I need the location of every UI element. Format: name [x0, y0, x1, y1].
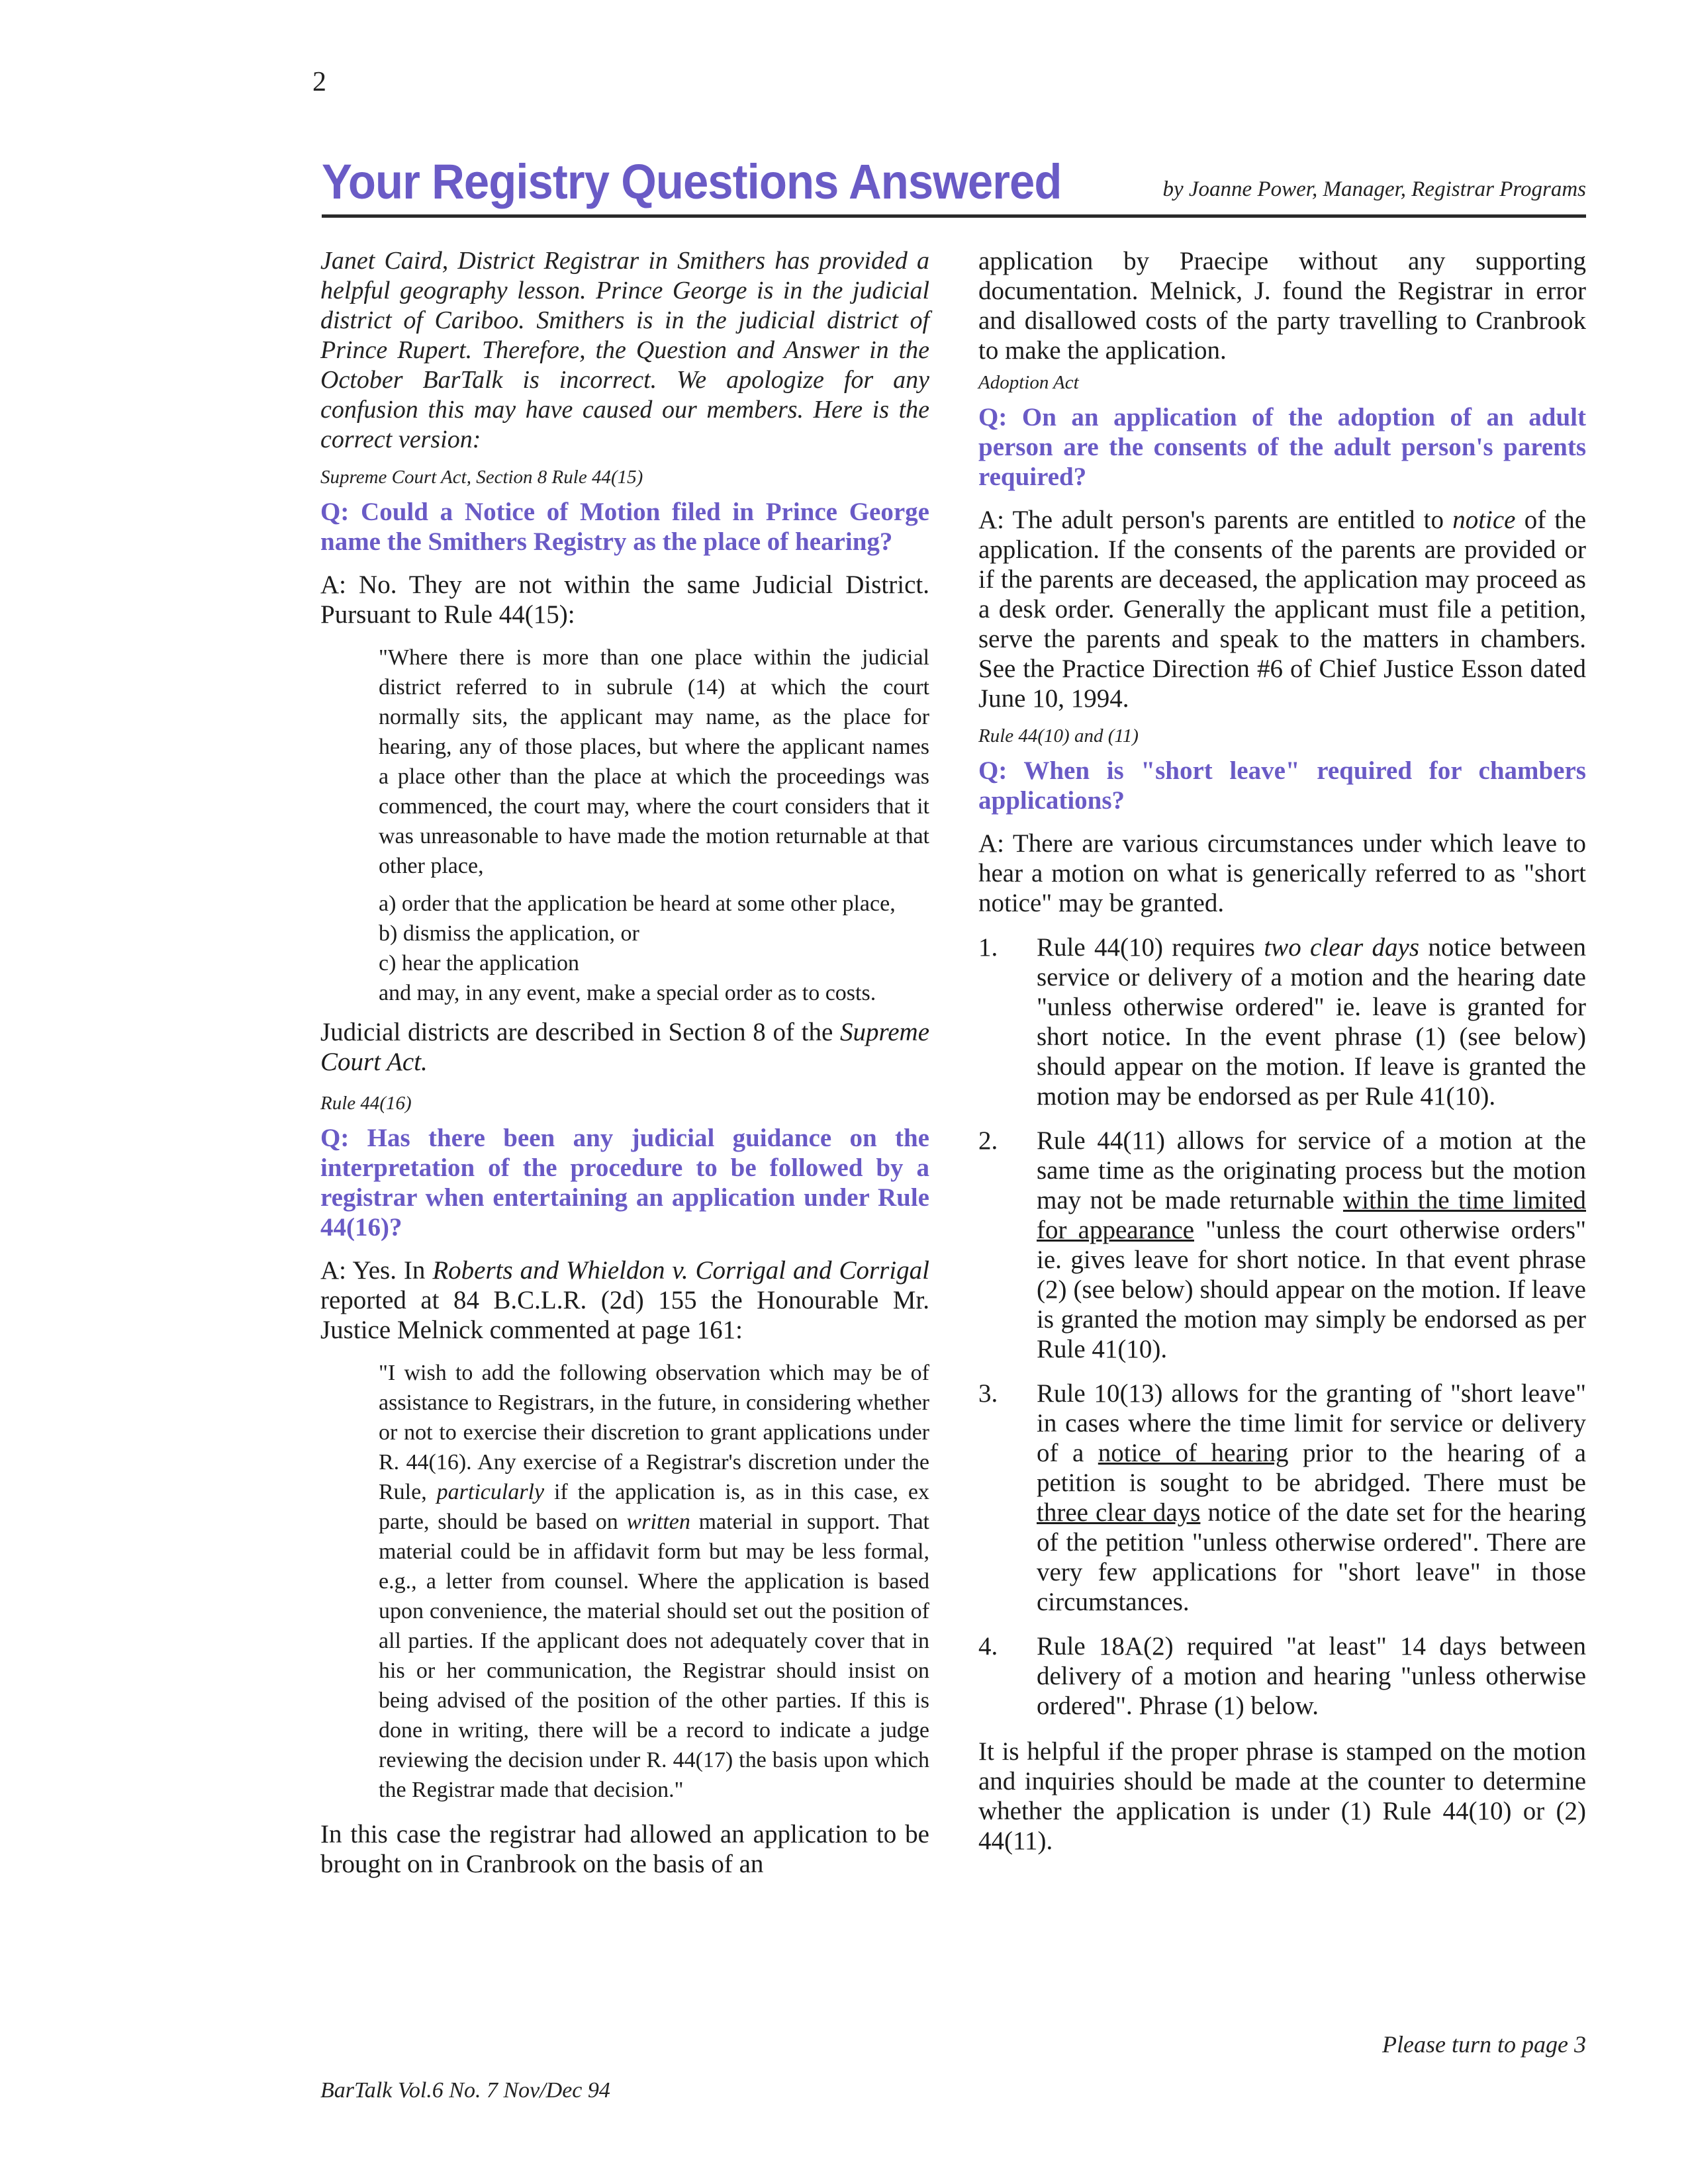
- question-1: Q: Could a Notice of Motion filed in Prince George name the Smithers Registry as the place of hearing?: [320, 498, 929, 556]
- list-item: [978, 1126, 1586, 1364]
- list-item-text: [1037, 933, 1586, 1111]
- rule-quote-option-b: b) dismiss the application, or: [379, 921, 639, 946]
- list-item-text: [1037, 1379, 1586, 1617]
- closing-paragraph-left: In this case the registrar had allowed an application to be brought on in Cranbrook on the basis of an: [320, 1820, 929, 1878]
- answer-3-prefix: A: The adult person's parents are entitled to: [978, 506, 1444, 534]
- list-item-text-part: prior to the hearing of a petition is sought to be abridged. There must be: [1037, 1439, 1587, 1497]
- list-item-emphasis: two clear days: [1264, 933, 1420, 962]
- list-item-text-part: Rule 44(10) requires: [1037, 933, 1255, 962]
- list-item-number: 4.: [978, 1632, 998, 1661]
- answer-2-rest: reported at 84 B.C.L.R. (2d) 155 the Honourable Mr. Justice Melnick commented at page 161:: [320, 1286, 929, 1344]
- left-column: [320, 246, 929, 1879]
- list-item-text-part: "unless the court otherwise orders" ie. gives leave for short notice. In that event phrase (2) (see below) should appear on the motion. If leave is granted the motion may simply be endorsed as per Rule 41(10).: [1037, 1216, 1587, 1363]
- right-column: [978, 246, 1586, 1856]
- answer-3: [978, 505, 1586, 713]
- melnick-quote-part-3: material in support. That material could be in affidavit form but may be less formal, e.g., a letter from counsel. Where the application is based upon convenience, the material should set out the position of all parties. If the applicant does not adequately cover that in his or her communication, the Registrar should insist on being advised of the position of the other parties. If this is done in writing, there will be a record to indicate a judge reviewing the decision under R. 44(17) the basis upon which the Registrar made that decision.": [379, 1510, 930, 1802]
- kicker-section8: Supreme Court Act, Section 8 Rule 44(15): [320, 467, 643, 488]
- byline: by Joanne Power, Manager, Registrar Programs: [1162, 177, 1586, 201]
- list-item-text: [1037, 1126, 1586, 1364]
- kicker-adoption-act: Adoption Act: [978, 372, 1079, 393]
- intro-paragraph: Janet Caird, District Registrar in Smithers has provided a helpful geography lesson. Prince George is in the judicial district of Cariboo. Smithers is in the judicial district of Prince Rupert. Therefore, the Question and Answer in the October BarTalk is incorrect. We apologize for any confusion this may have caused our members. Here is the correct version:: [320, 247, 929, 453]
- list-item-text: Rule 18A(2) required "at least" 14 days between delivery of a motion and hearing "unless otherwise ordered". Phrase (1) below.: [1037, 1632, 1586, 1720]
- rule-quote-costs: and may, in any event, make a special order as to costs.: [379, 981, 876, 1005]
- list-item-text-part: notice of the date set for the hearing of the petition "unless otherwise ordered". There are very few applications for "short leave" in those circumstances.: [1037, 1498, 1587, 1616]
- masthead: [322, 154, 1586, 218]
- answer-1: A: No. They are not within the same Judicial District. Pursuant to Rule 44(15):: [320, 570, 929, 629]
- question-4: Q: When is "short leave" required for chambers applications?: [978, 756, 1586, 815]
- question-2: Q: Has there been any judicial guidance on the interpretation of the procedure to be followed by a registrar when entertaining an application under Rule 44(16)?: [320, 1124, 929, 1242]
- list-item: [978, 1631, 1586, 1721]
- list-item-underline: within the time limited for appearance: [1037, 1186, 1587, 1244]
- kicker-rule-44-10-11: Rule 44(10) and (11): [978, 725, 1139, 747]
- answer-4: A: There are various circumstances under which leave to hear a motion on what is generically referred to as "short notice" may be granted.: [978, 829, 1586, 917]
- melnick-quote: [379, 1358, 929, 1805]
- list-item-underline: three clear days: [1037, 1498, 1201, 1527]
- list-item-text-part: notice between service or delivery of a motion and the hearing date "unless otherwise ordered" ie. leave is granted for short notice. In the event phrase (1) (see below) should appear on the motion. If leave is granted the motion may be endorsed as per Rule 41(10).: [1037, 933, 1587, 1111]
- answer-2-prefix: A: Yes. In: [320, 1256, 426, 1285]
- list-item-text-part: Rule 10(13) allows for the granting of "short leave" in cases where the time limit for service or delivery of a: [1037, 1379, 1586, 1467]
- list-item-number: 3.: [978, 1379, 998, 1408]
- list-item-text-part: Rule 44(11) allows for service of a motion at the same time as the originating process but the motion may not be made returnable: [1037, 1126, 1586, 1214]
- footer-issue: BarTalk Vol.6 No. 7 Nov/Dec 94: [320, 2078, 610, 2103]
- closing-paragraph-right: It is helpful if the proper phrase is stamped on the motion and inquiries should be made at the counter to determine whether the application is under (1) Rule 44(10) or (2) 44(11).: [978, 1737, 1586, 1855]
- melnick-quote-emphasis-2: written: [626, 1510, 690, 1534]
- question-3: Q: On an application of the adoption of an adult person are the consents of the adult person's parents required?: [978, 403, 1586, 491]
- answer-3-emphasis: notice: [1452, 506, 1516, 534]
- continued-note: Please turn to page 3: [1382, 2031, 1586, 2058]
- answer-3-rest: of the application. If the consents of the parents are provided or if the parents are deceased, the application may proceed as a desk order. Generally the applicant must file a petition, serve the parents and speak to the matters in chambers. See the Practice Direction #6 of Chief Justice Esson dated June 10, 1994.: [978, 506, 1587, 713]
- list-item: [978, 1379, 1586, 1617]
- judicial-districts-text: Judicial districts are described in Section 8 of the: [320, 1018, 833, 1046]
- page-number: 2: [312, 67, 326, 97]
- melnick-quote-emphasis-1: particularly: [436, 1480, 545, 1504]
- kicker-rule-44-16: Rule 44(16): [320, 1093, 412, 1114]
- act-name: Supreme Court Act.: [320, 1018, 929, 1076]
- rule-quote: "Where there is more than one place within the judicial district referred to in subrule (14) at which the court normally sits, the applicant may name, as the place for hearing, any of those places, but where the applicant names a place other than the place at which the proceedings was commenced, the court may, where the court considers that it was unreasonable to have made the motion returnable at that other place,: [379, 645, 929, 878]
- continuation-paragraph: application by Praecipe without any supporting documentation. Melnick, J. found the Registrar in error and disallowed costs of the party travelling to Cranbrook to make the application.: [978, 247, 1586, 365]
- list-item: [978, 933, 1586, 1111]
- melnick-quote-part-1: "I wish to add the following observation which may be of assistance to Registrars, in the future, in considering whether or not to exercise their discretion to grant applications under R. 44(16). Any exercise of a Registrar's discretion under the Rule,: [379, 1361, 929, 1504]
- page-title: Your Registry Questions Answered: [322, 154, 1062, 209]
- list-item-underline: notice of hearing: [1098, 1439, 1289, 1467]
- list-item-number: 2.: [978, 1126, 998, 1155]
- list-item-number: 1.: [978, 933, 998, 962]
- rule-quote-option-a: a) order that the application be heard at some other place,: [379, 891, 896, 916]
- melnick-quote-part-2: if the application is, as in this case, ex parte, should be based on: [379, 1480, 930, 1534]
- answer-2: [320, 1255, 929, 1345]
- case-name: Roberts and Whieldon v. Corrigal and Corrigal: [432, 1256, 929, 1285]
- rule-quote-option-c: c) hear the application: [379, 951, 580, 976]
- judicial-districts-note: [320, 1017, 929, 1077]
